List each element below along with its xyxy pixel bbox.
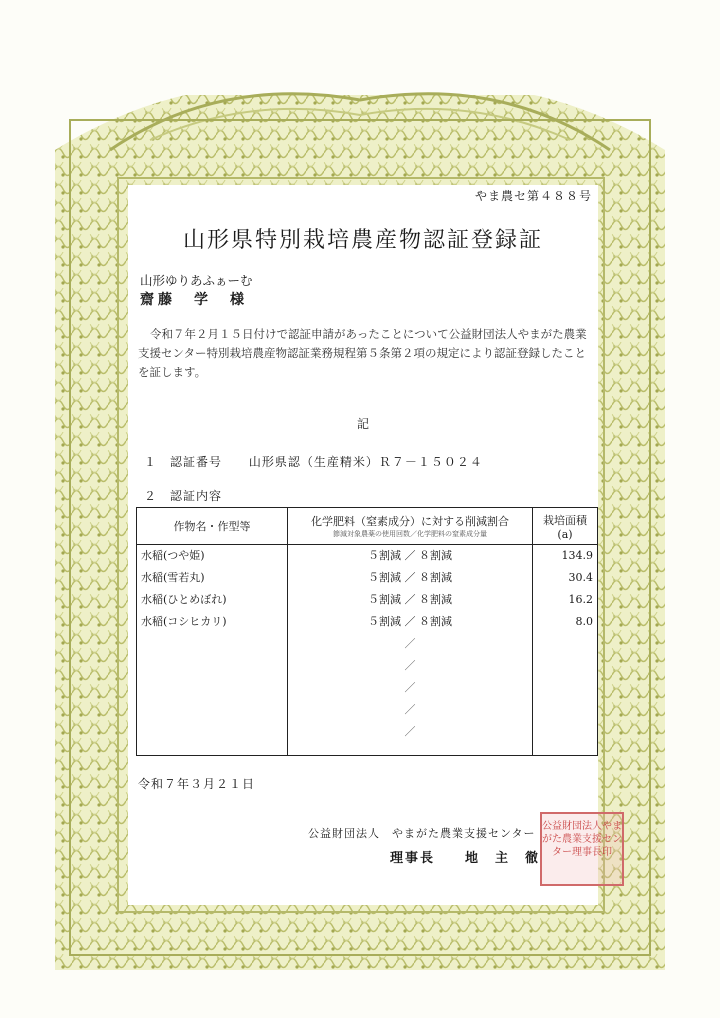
crop-cell: 水稲(ひとめぼれ) — [141, 593, 227, 606]
certificate-number: やま農セ第４８８号 — [474, 189, 592, 203]
certificate-title: 山形県特別栽培農産物認証登録証 — [182, 228, 543, 253]
recipient-name: 齋藤 学 様 — [140, 292, 248, 308]
recipient-organization: 山形ゆりあふぁーむ — [140, 273, 253, 288]
certification-table — [136, 507, 598, 756]
header-area-label: 栽培面積 — [543, 513, 587, 527]
header-crop: 作物名・作型等 — [137, 508, 288, 545]
reduction-cell: ５割減 ／ ８割減 — [368, 571, 452, 584]
header-area-unit: (a) — [557, 527, 573, 541]
area-cell: 30.4 — [568, 571, 593, 584]
header-reduction-sub: 節減対象農薬の使用回数／化学肥料の窒素成分量 — [333, 530, 487, 538]
official-seal: 公益財団法人やまがた農業支援センター理事長印 — [540, 812, 624, 886]
issuer-name: 理事長 地 主 徹 — [390, 851, 541, 866]
crop-cell: 水稲(つや姫) — [141, 549, 205, 562]
area-cell: 8.0 — [575, 615, 593, 628]
crop-column — [137, 545, 288, 756]
empty-row-mark: ／ — [404, 703, 416, 716]
certification-number-label: １ 認証番号 — [144, 455, 223, 469]
certificate-content — [128, 185, 598, 905]
empty-row-mark: ／ — [404, 637, 416, 650]
certification-content-label: ２ 認証内容 — [144, 489, 223, 503]
area-cell: 134.9 — [561, 549, 593, 562]
issue-date: 令和７年３月２１日 — [138, 777, 256, 791]
empty-row-mark: ／ — [404, 659, 416, 672]
empty-row-mark: ／ — [404, 681, 416, 694]
area-cell: 16.2 — [568, 593, 593, 606]
reduction-column — [288, 545, 533, 756]
header-reduction-main: 化学肥料（窒素成分）に対する削減割合 — [311, 515, 509, 528]
empty-row-mark: ／ — [404, 725, 416, 738]
ki-heading: 記 — [356, 417, 369, 431]
reduction-cell: ５割減 ／ ８割減 — [368, 615, 452, 628]
header-reduction — [288, 508, 533, 545]
certification-number-item — [144, 453, 483, 470]
crop-cell: 水稲(雪若丸) — [141, 571, 205, 584]
reduction-cell: ５割減 ／ ８割減 — [368, 549, 452, 562]
area-column — [533, 545, 598, 756]
header-area — [533, 508, 598, 545]
reduction-cell: ５割減 ／ ８割減 — [368, 593, 452, 606]
certificate-body-text: 令和７年２月１５日付けで認証申請があったことについて公益財団法人やまがた農業支援センター特別栽培農産物認証業務規程第５条第２項の規定により認証登録したことを証します。 — [138, 327, 587, 379]
crop-cell: 水稲(コシヒカリ) — [141, 615, 227, 628]
issuer-organization: 公益財団法人 やまがた農業支援センター — [308, 827, 536, 840]
certification-number-value: 山形県認（生産精米）Ｒ７－１５０２４ — [248, 455, 483, 469]
